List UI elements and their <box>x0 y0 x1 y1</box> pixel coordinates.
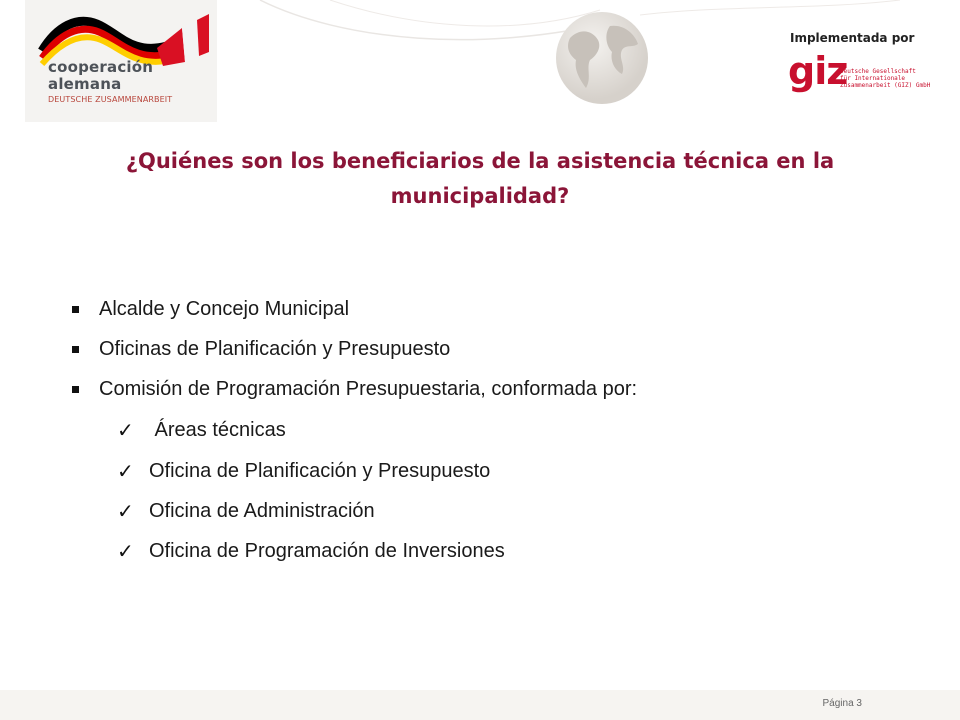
list-item-text: Oficinas de Planificación y Presupuesto <box>99 337 451 360</box>
slide-header <box>0 0 960 130</box>
logo-line-3: DEUTSCHE ZUSAMMENARBEIT <box>48 95 173 104</box>
footer-bar <box>0 690 960 720</box>
list-item-text: Comisión de Programación Presupuestaria, conformada por: <box>99 377 638 400</box>
sub-list-item-text: Oficina de Programación de Inversiones <box>149 539 505 562</box>
cooperacion-alemana-logo <box>25 0 217 122</box>
sub-list-item-text: Áreas técnicas <box>149 418 286 441</box>
title-line-2: municipalidad? <box>390 184 570 208</box>
giz-name-line: Zusammenarbeit (GIZ) GmbH <box>840 82 931 89</box>
sub-list-item-text: Oficina de Administración <box>149 499 375 522</box>
flag-ribbon-icon <box>37 6 212 66</box>
giz-name-block <box>840 68 950 89</box>
implementada-por-label: Implementada por <box>790 31 915 45</box>
square-bullet-icon <box>72 386 79 393</box>
giz-name-line: für Internationale <box>840 75 906 82</box>
logo-line-2: alemana <box>48 75 122 93</box>
sub-list-item-text: Oficina de Planificación y Presupuesto <box>149 459 491 482</box>
title-line-1: ¿Quiénes son los beneficiarios de la asistencia técnica en la <box>125 149 835 173</box>
giz-name-line: Deutsche Gesellschaft <box>840 68 916 75</box>
slide-title <box>70 144 890 214</box>
checkmark-icon: ✓ <box>117 539 134 563</box>
checkmark-icon: ✓ <box>117 459 134 483</box>
sub-list-item <box>117 492 375 530</box>
checkmark-icon: ✓ <box>117 499 134 523</box>
checkmark-icon: ✓ <box>117 418 134 442</box>
globe-icon <box>552 8 652 108</box>
list-item <box>72 330 450 368</box>
giz-logo-mark: giz <box>788 49 848 93</box>
sub-list-item <box>117 532 505 570</box>
list-item-text: Alcalde y Concejo Municipal <box>99 297 350 320</box>
page-number: Página 3 <box>822 698 862 709</box>
sub-list-item <box>117 411 286 449</box>
square-bullet-icon <box>72 346 79 353</box>
logo-line-1: cooperación <box>48 58 154 76</box>
list-item <box>72 290 349 328</box>
sub-list-item <box>117 452 490 490</box>
list-item <box>72 370 637 408</box>
square-bullet-icon <box>72 306 79 313</box>
